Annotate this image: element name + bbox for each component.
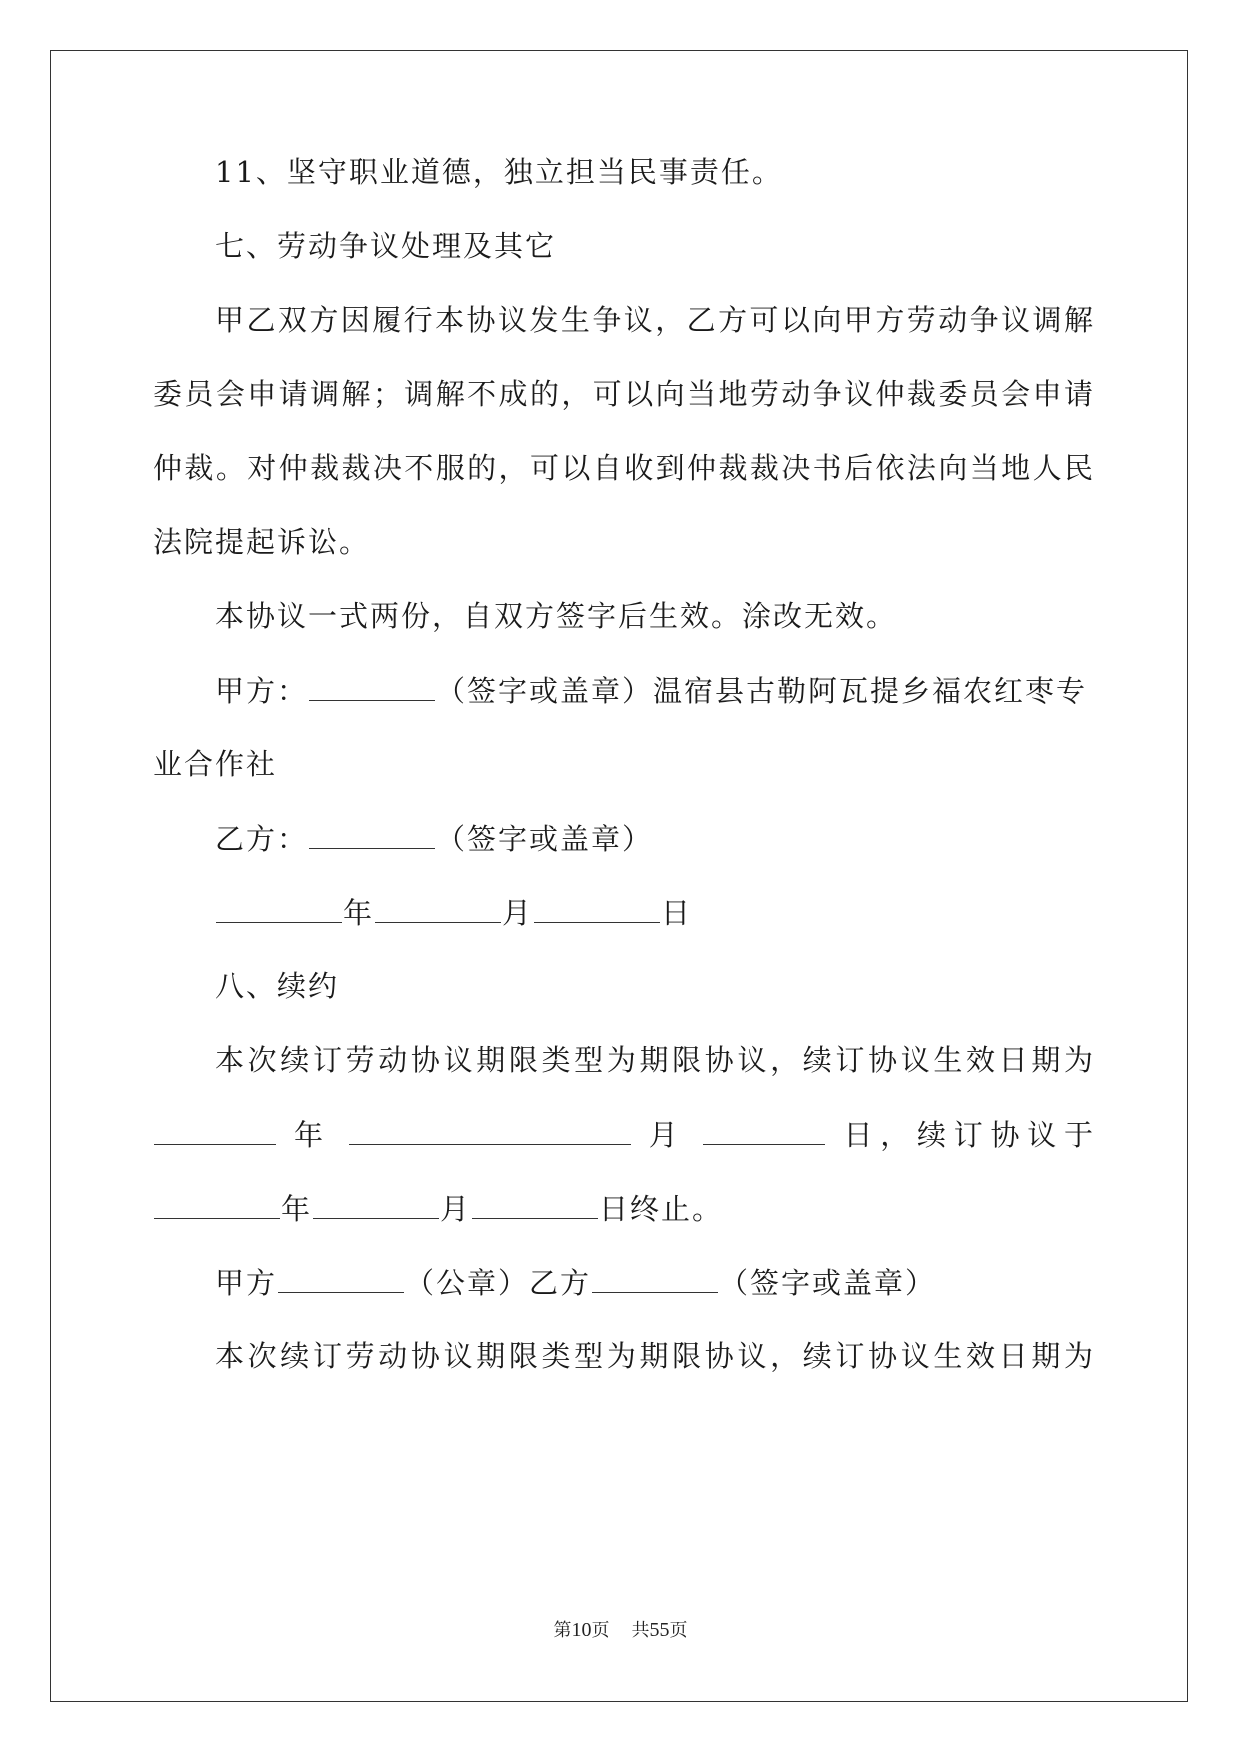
renew-start-year-blank[interactable]	[154, 1114, 276, 1145]
footer-page-unit: 页	[591, 1620, 610, 1641]
renew-line-2	[153, 1114, 1093, 1154]
footer-total-unit: 页	[669, 1620, 688, 1641]
renew-signature-line	[215, 1262, 1155, 1302]
month-blank[interactable]	[375, 892, 501, 923]
party-b-signature-line	[215, 818, 1155, 858]
para-dispute-line-2: 委员会申请调解；调解不成的，可以向当地劳动争议仲裁委员会申请	[153, 377, 1093, 411]
renew-end-suffix: 日终止。	[599, 1192, 724, 1226]
footer-prefix: 第	[553, 1620, 572, 1641]
footer-page-number: 10	[571, 1619, 592, 1641]
clause-11: 11、坚守职业道德，独立担当民事责任。	[215, 155, 783, 189]
section-8-title: 八、续约	[215, 969, 340, 1003]
renew-line-3	[153, 1188, 1093, 1228]
page-border	[50, 50, 1188, 1702]
sig-a-blank[interactable]	[278, 1262, 404, 1293]
renew-line-1: 本次续订劳动协议期限类型为期限协议，续订协议生效日期为	[215, 1043, 1093, 1077]
party-b-label: 乙方：	[215, 822, 309, 856]
party-a-signature-line	[215, 670, 1155, 710]
renew-end-month-label: 月	[440, 1192, 472, 1226]
day-blank[interactable]	[534, 892, 660, 923]
footer-total-pages: 55	[649, 1619, 670, 1641]
party-a-name-cont: 业合作社	[153, 747, 278, 781]
para-dispute-line-1: 甲乙双方因履行本协议发生争议，乙方可以向甲方劳动争议调解	[215, 303, 1093, 337]
renew-start-year-label: 年	[293, 1118, 331, 1152]
renew-end-month-blank[interactable]	[313, 1188, 439, 1219]
month-label: 月	[502, 896, 534, 930]
party-a-blank[interactable]	[309, 670, 435, 701]
sig-b-suffix: （签字或盖章）	[719, 1266, 937, 1300]
date-line	[215, 892, 1155, 932]
para-dispute-line-3: 仲裁。对仲裁裁决不服的，可以自收到仲裁裁决书后依法向当地人民	[153, 451, 1093, 485]
party-b-blank[interactable]	[309, 818, 435, 849]
year-label: 年	[343, 896, 375, 930]
renew-start-month-label: 月	[648, 1118, 686, 1152]
renew-start-day-suffix: 日，续订协议于	[843, 1118, 1094, 1152]
renew-start-day-blank[interactable]	[703, 1114, 825, 1145]
page-footer	[0, 1618, 1241, 1643]
renew-end-day-blank[interactable]	[472, 1188, 598, 1219]
party-a-label: 甲方：	[215, 674, 309, 708]
sig-a-label: 甲方	[215, 1266, 278, 1300]
renew-end-year-blank[interactable]	[154, 1188, 280, 1219]
para-dispute-line-4: 法院提起诉讼。	[153, 525, 371, 559]
sig-a-seal: （公章）乙方	[405, 1266, 592, 1300]
year-blank[interactable]	[216, 892, 342, 923]
footer-total-prefix: 共	[631, 1620, 650, 1641]
para-copies: 本协议一式两份，自双方签字后生效。涂改无效。	[215, 599, 898, 633]
party-a-suffix: （签字或盖章）温宿县古勒阿瓦提乡福农红枣专	[436, 674, 1088, 708]
day-label: 日	[661, 896, 693, 930]
renew2-line-1: 本次续订劳动协议期限类型为期限协议，续订协议生效日期为	[215, 1339, 1093, 1373]
renew-end-year-label: 年	[281, 1192, 313, 1226]
party-b-suffix: （签字或盖章）	[436, 822, 654, 856]
sig-b-blank[interactable]	[592, 1262, 718, 1293]
section-7-title: 七、劳动争议处理及其它	[215, 229, 557, 263]
renew-start-month-blank[interactable]	[349, 1114, 631, 1145]
